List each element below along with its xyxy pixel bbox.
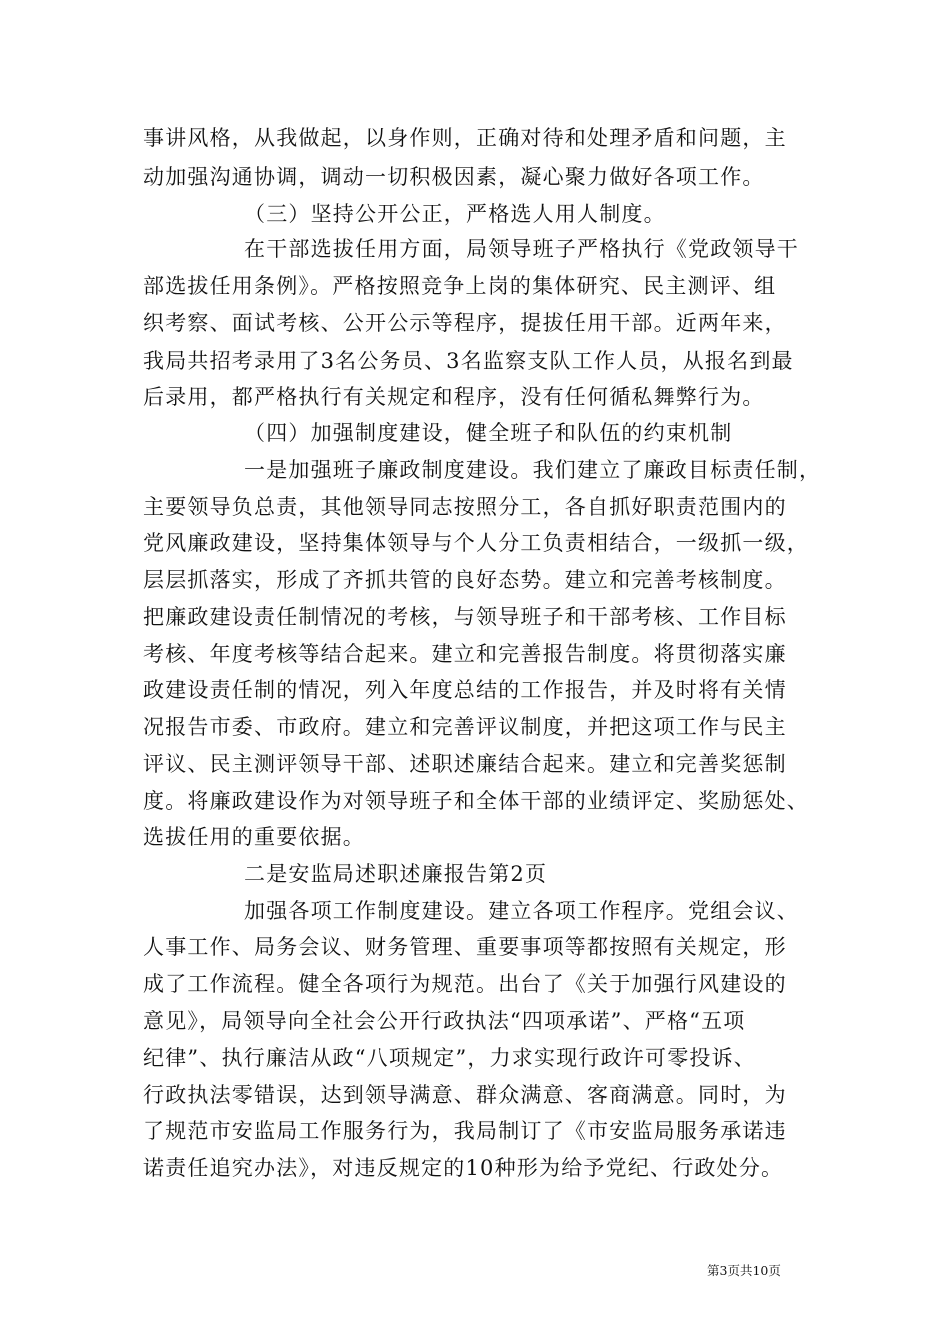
body-line: 动加强沟通协调，调动一切积极因素，凝心聚力做好各项工作。 [143,165,765,189]
section-heading: 二是安监局述职述廉报告第2页 [244,862,548,886]
body-line: 一是加强班子廉政制度建设。我们建立了廉政目标责任制， [244,458,822,482]
body-line: 加强各项工作制度建设。建立各项工作程序。党组会议、 [244,899,799,923]
section-heading: （四）加强制度建设，健全班子和队伍的约束机制 [244,421,733,445]
body-line: 党风廉政建设，坚持集体领导与个人分工负责相结合，一级抓一级， [143,531,809,555]
body-line: 政建设责任制的情况，列入年度总结的工作报告，并及时将有关情 [143,678,787,702]
body-line: 我局共招考录用了3名公务员、3名监察支队工作人员，从报名到最 [143,349,794,373]
body-line: 后录用，都严格执行有关规定和程序，没有任何循私舞弊行为。 [143,385,765,409]
body-line: 人事工作、局务会议、财务管理、重要事项等都按照有关规定，形 [143,935,787,959]
body-line: 选拔任用的重要依据。 [143,825,365,849]
section-heading: （三）坚持公开公正，严格选人用人制度。 [244,202,666,226]
body-line: 了规范市安监局工作服务行为，我局制订了《市安监局服务承诺违 [143,1119,787,1143]
body-line: 度。将廉政建设作为对领导班子和全体干部的业绩评定、奖励惩处、 [143,789,809,813]
body-line: 况报告市委、市政府。建立和完善评议制度，并把这项工作与民主 [143,715,787,739]
body-line: 诺责任追究办法》，对违反规定的10种形为给予党纪、行政处分。 [143,1156,784,1180]
body-line: 事讲风格，从我做起，以身作则，正确对待和处理矛盾和问题，主 [143,126,787,150]
body-line: 层层抓落实，形成了齐抓共管的良好态势。建立和完善考核制度。 [143,568,787,592]
body-line: 织考察、面试考核、公开公示等程序，提拔任用干部。近两年来， [143,311,787,335]
body-line: 评议、民主测评领导干部、述职述廉结合起来。建立和完善奖惩制 [143,752,787,776]
body-line: 行政执法零错误，达到领导满意、群众满意、客商满意。同时，为 [143,1083,787,1107]
page-footer: 第3页共10页 [707,1263,781,1278]
body-line: 主要领导负总责，其他领导同志按照分工，各自抓好职责范围内的 [143,495,787,519]
body-line: 意见》，局领导向全社会公开行政执法“四项承诺”、严格“五项 [143,1009,746,1033]
body-line: 纪律”、执行廉洁从政“八项规定”，力求实现行政许可零投诉、 [143,1046,757,1070]
body-line: 成了工作流程。健全各项行为规范。出台了《关于加强行风建设的 [143,972,787,996]
body-line: 把廉政建设责任制情况的考核，与领导班子和干部考核、工作目标 [143,605,787,629]
body-line: 在干部选拔任用方面，局领导班子严格执行《党政领导干 [244,237,799,261]
body-line: 考核、年度考核等结合起来。建立和完善报告制度。将贯彻落实廉 [143,642,787,666]
body-line: 部选拔任用条例》。严格按照竞争上岗的集体研究、民主测评、组 [143,274,777,298]
